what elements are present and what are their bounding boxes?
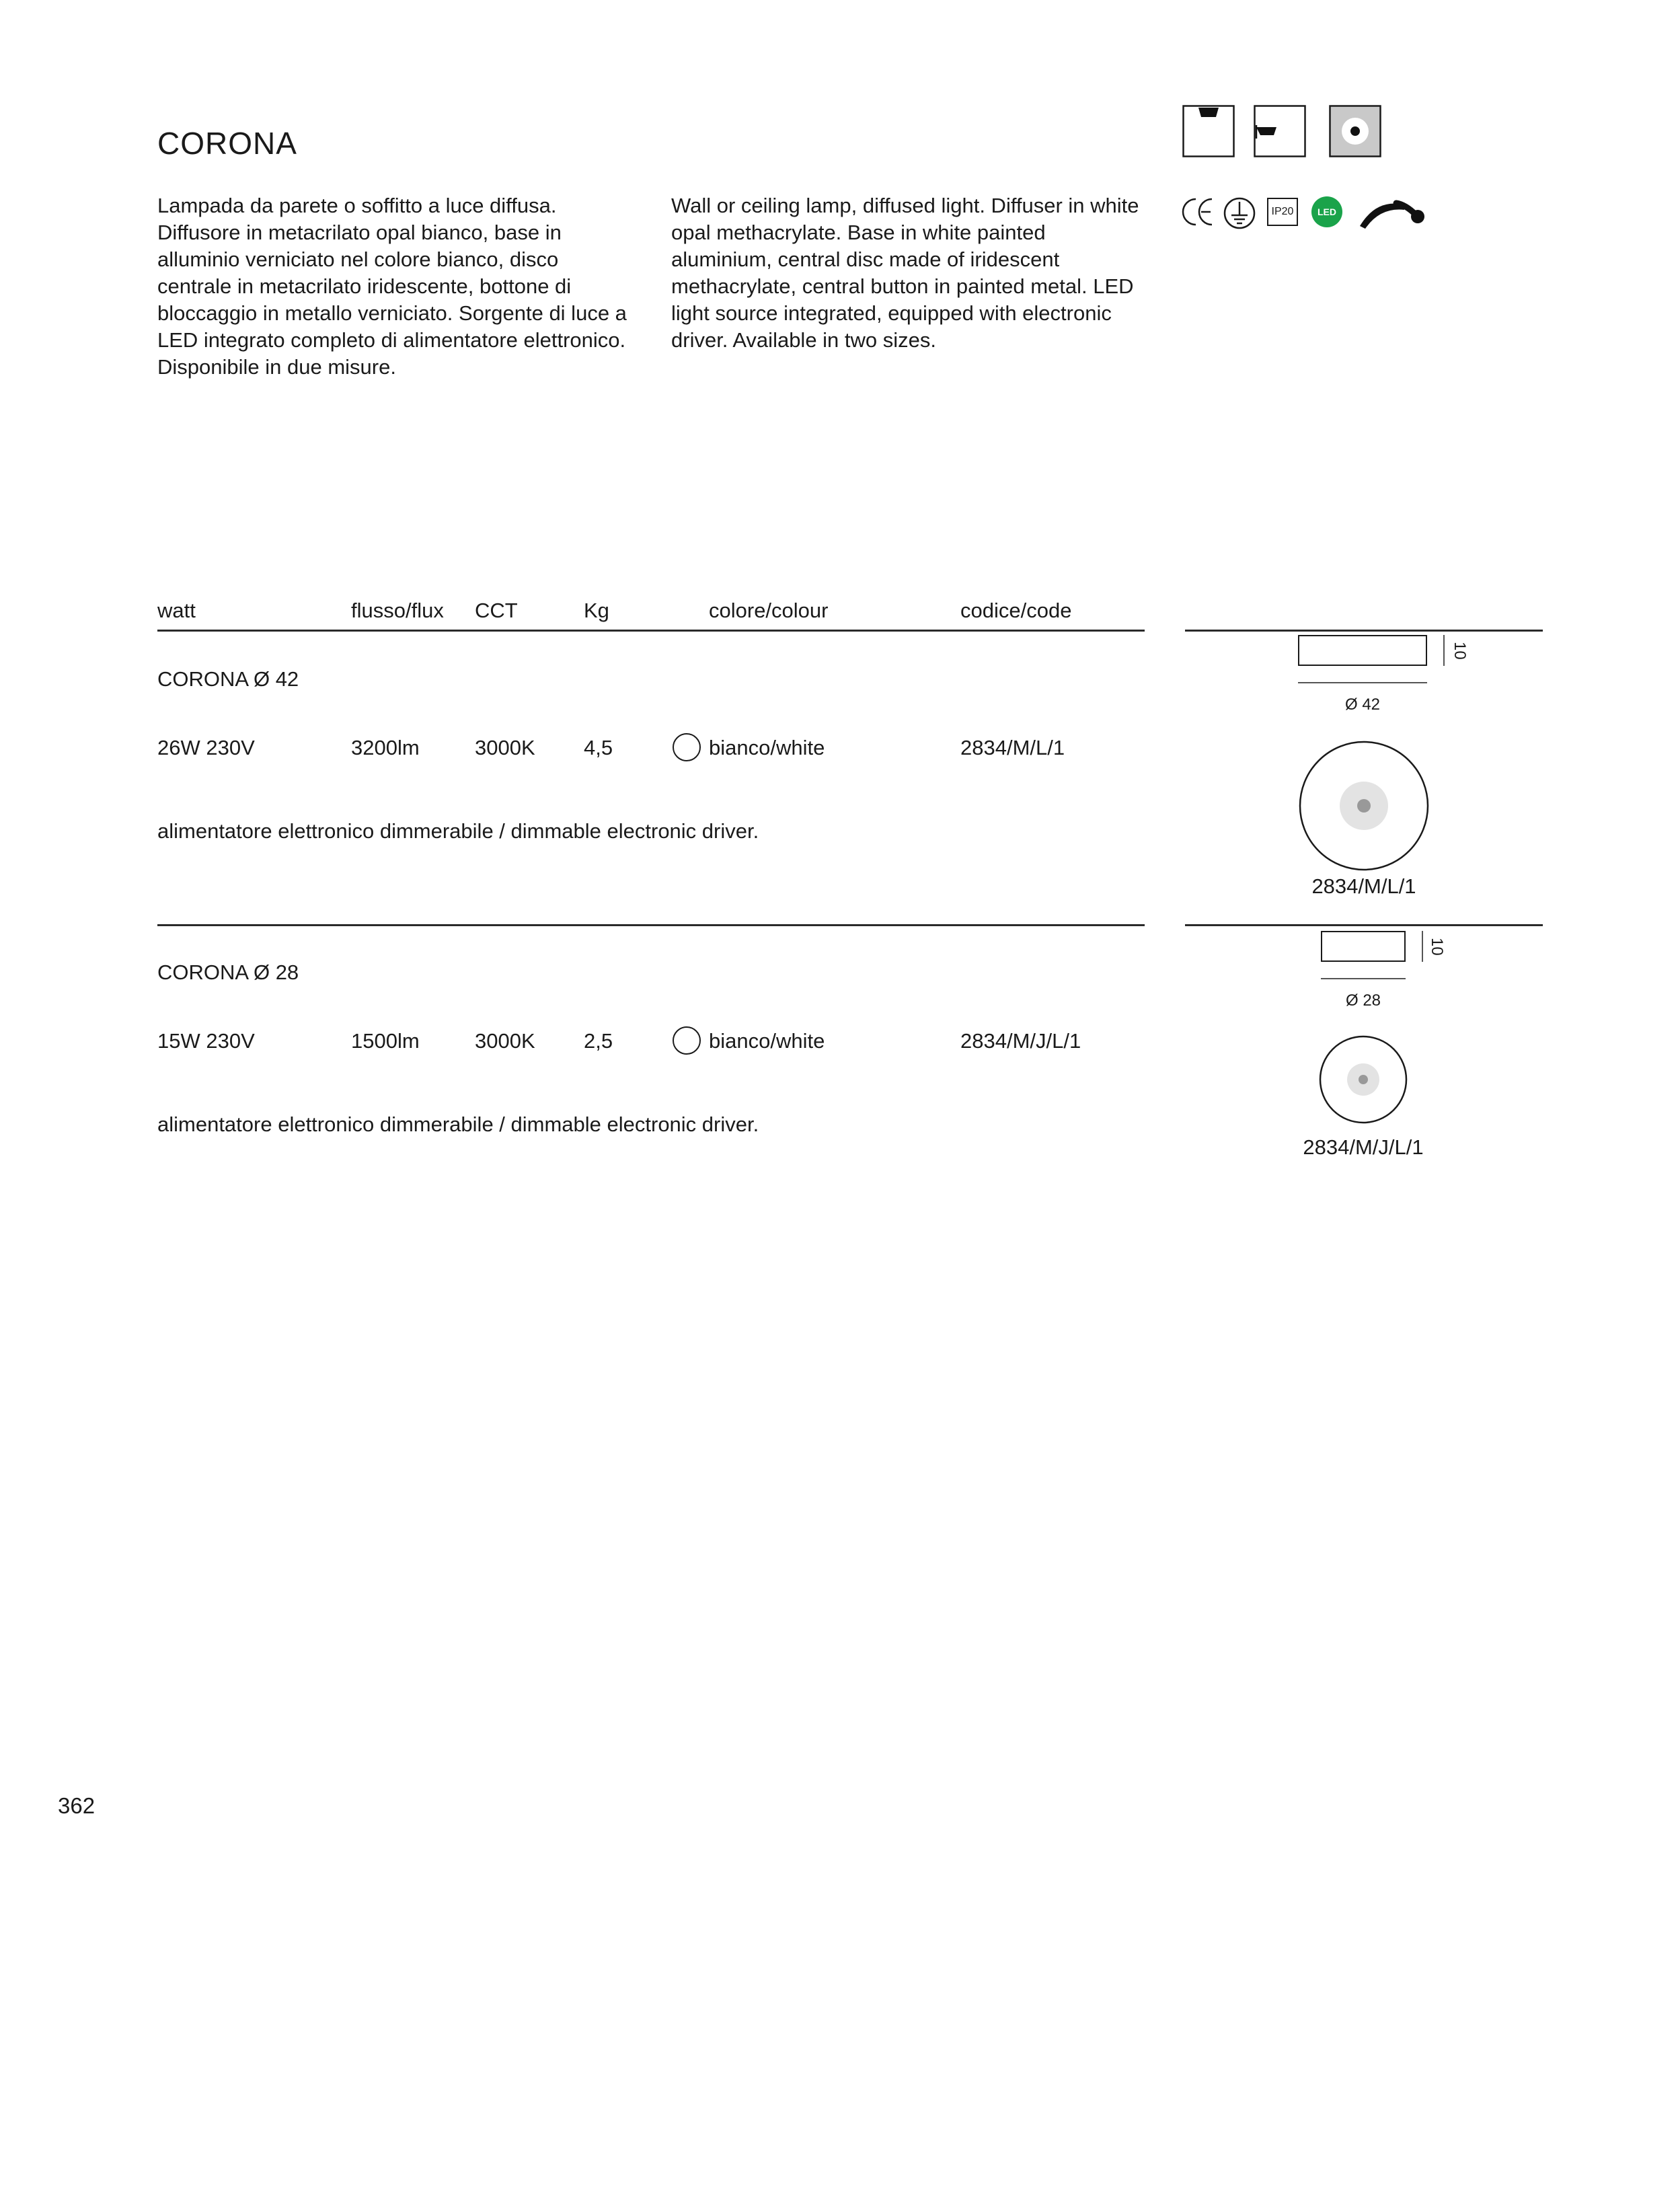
header-watt: watt — [157, 599, 196, 622]
earth-ground-icon — [1223, 196, 1256, 230]
row-flux-28: 1500lm — [351, 1029, 420, 1053]
height-label-42: 10 — [1451, 642, 1469, 660]
row-flux-42: 3200lm — [351, 736, 420, 759]
front-view-28 — [1318, 1034, 1408, 1125]
drawing-code-28: 2834/M/J/L/1 — [1303, 1135, 1424, 1159]
row-colour-42: bianco/white — [709, 736, 825, 759]
ce-mark-icon — [1181, 195, 1216, 229]
diameter-dimension-line-42 — [1298, 682, 1427, 683]
side-profile-42 — [1298, 635, 1427, 666]
diameter-label-28: Ø 28 — [1345, 991, 1381, 1010]
ip20-badge: IP20 — [1267, 198, 1298, 226]
product-title: CORONA — [157, 126, 297, 161]
row-kg-28: 2,5 — [584, 1029, 613, 1053]
lamp-front-icon — [1329, 105, 1381, 157]
header-kg: Kg — [584, 599, 609, 622]
row-code-42: 2834/M/L/1 — [960, 736, 1065, 759]
row-cct-42: 3000K — [475, 736, 535, 759]
header-cct: CCT — [475, 599, 518, 622]
side-profile-28 — [1321, 931, 1406, 962]
row-colour-28: bianco/white — [709, 1029, 825, 1053]
row-note-42: alimentatore elettronico dimmerabile / dimmable electronic driver. — [157, 819, 759, 843]
row-separator-rule — [157, 924, 1145, 926]
header-colour: colore/colour — [709, 599, 829, 622]
description-english: Wall or ceiling lamp, diffused light. Diffuser in white opal methacrylate. Base in white painted aluminium, central disc made of iridescent methacrylate, central button in painted metal. LED light source integrated, equipped with electronic driver. Available in two sizes. — [671, 194, 1139, 352]
row-cct-28: 3000K — [475, 1029, 535, 1053]
front-view-42 — [1298, 740, 1430, 872]
drawing-separator-rule — [1185, 924, 1543, 926]
drawing-code-42: 2834/M/L/1 — [1311, 874, 1416, 898]
row-model-28: CORONA Ø 28 — [157, 960, 299, 984]
row-code-28: 2834/M/J/L/1 — [960, 1029, 1081, 1053]
row-watt-28: 15W 230V — [157, 1029, 255, 1053]
led-badge: LED — [1311, 196, 1342, 227]
row-watt-42: 26W 230V — [157, 736, 255, 759]
dimmer-arc-icon — [1356, 192, 1430, 230]
page-number: 362 — [58, 1793, 96, 1818]
height-dimension-line-42 — [1443, 635, 1445, 666]
colour-swatch-white — [673, 1026, 701, 1055]
row-note-28: alimentatore elettronico dimmerabile / dimmable electronic driver. — [157, 1112, 759, 1136]
row-kg-42: 4,5 — [584, 736, 613, 759]
drawing-header-rule — [1185, 630, 1543, 632]
header-code: codice/code — [960, 599, 1072, 622]
height-label-28: 10 — [1428, 938, 1446, 956]
diameter-label-42: Ø 42 — [1344, 695, 1381, 714]
table-header-rule — [157, 630, 1145, 632]
ceiling-mount-icon — [1182, 105, 1235, 157]
diameter-dimension-line-28 — [1321, 978, 1406, 979]
height-dimension-line-28 — [1422, 931, 1423, 962]
wall-mount-icon — [1254, 105, 1306, 157]
header-flux: flusso/flux — [351, 599, 444, 622]
row-model-42: CORONA Ø 42 — [157, 667, 299, 691]
description-italian: Lampada da parete o soffitto a luce diffusa. Diffusore in metacrilato opal bianco, base in alluminio verniciato nel colore bianco, disco centrale in metacrilato iridescente, bottone di bloccaggio in metallo verniciato. Sorgente di luce a LED integrato completo di alimentatore elettronico. Disponibile in due misure. — [157, 194, 627, 379]
colour-swatch-white — [673, 733, 701, 761]
